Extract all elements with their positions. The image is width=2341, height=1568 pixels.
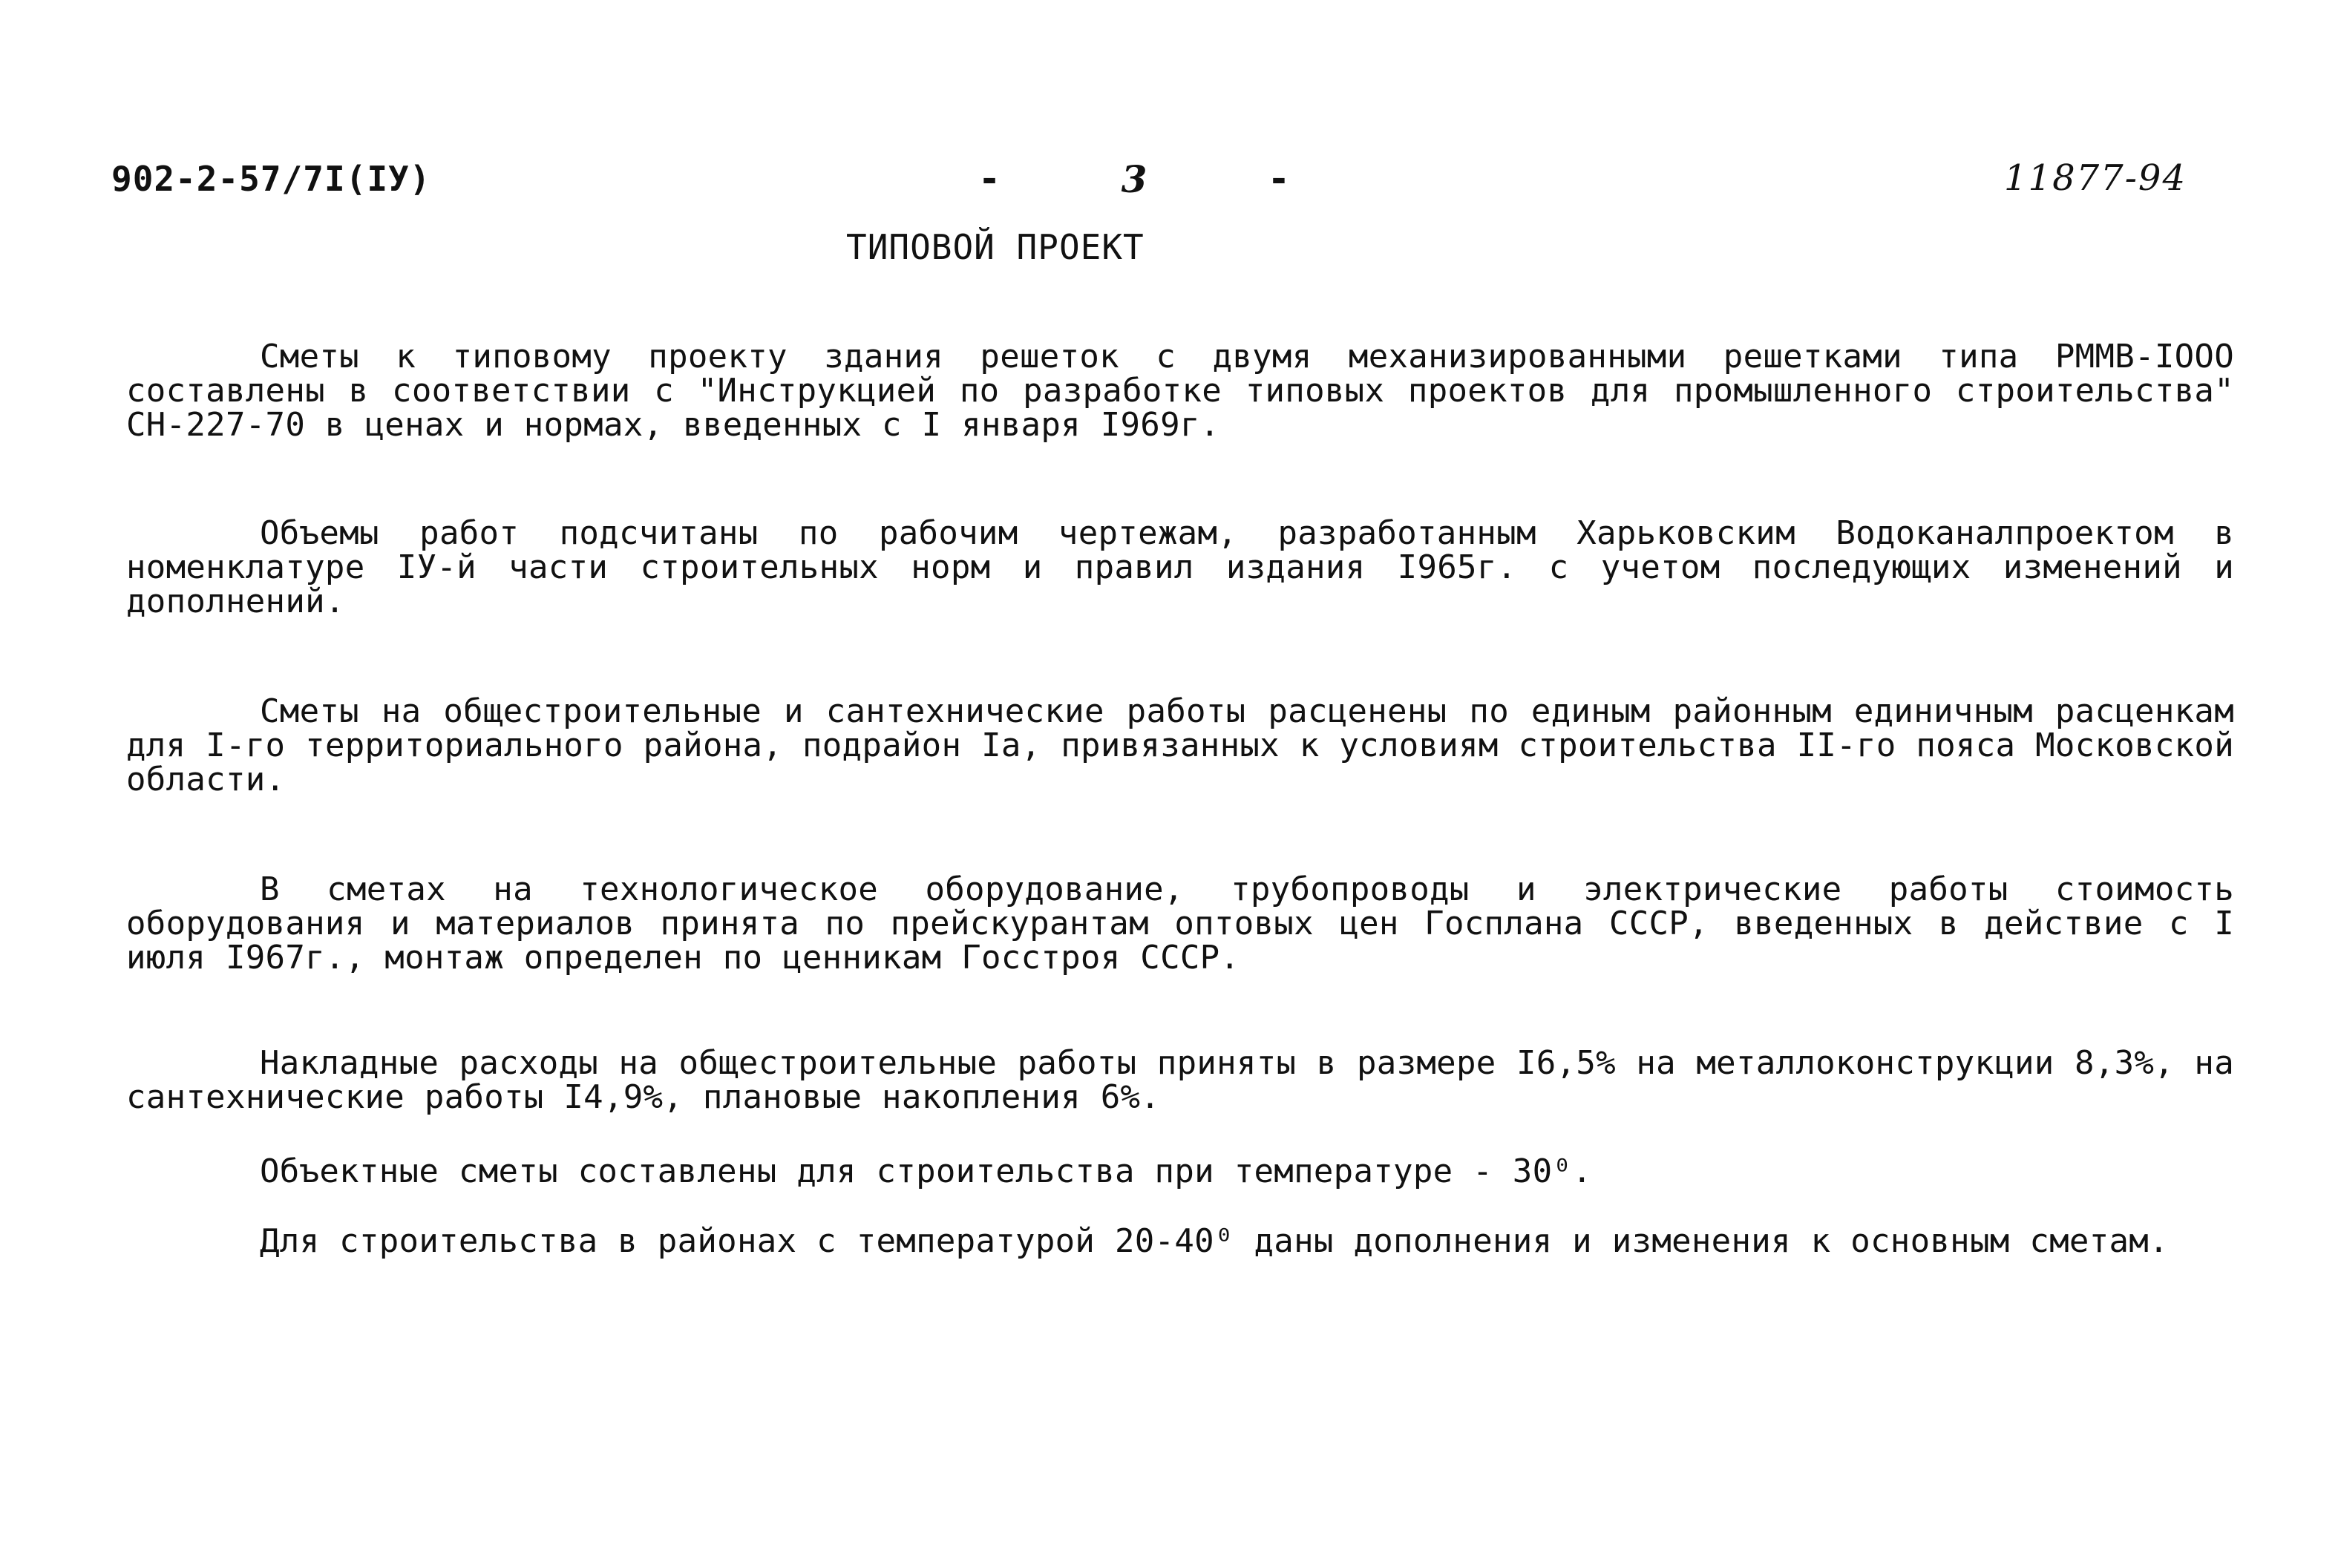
paragraph-estimates-basis: Сметы к типовому проекту здания решеток с двумя механизированными решетками типа РММВ-IOOO составлены в соответствии с "Инструкцией по разработке типовых проектов для промышленного строительства" СН-227-70 в ценах и нормах, введенных с I января I969г. [126,338,2234,444]
archive-number: 11877-94 [2004,157,2187,199]
page-number-block [978,157,1290,201]
document-code: 902-2-57/7I(IУ) [111,159,431,199]
paragraph-overheads: Накладные расходы на общестроительные работы приняты в размере I6,5% на металлоконструкции 8,3%, на сантехнические работы I4,9%, плановые накопления 6%. [126,1044,2234,1116]
page-dash-left: - [978,157,1001,200]
paragraph-temperature: Объектные сметы составлены для строительства при температуре - 30⁰. [260,1152,1592,1190]
paragraph-pricing: Сметы на общестроительные и сантехнические работы расценены по единым районным единичным расценкам для I-го территориального района, подрайон Iа, привязанных к условиям строительства II-го пояса Московской области. [126,692,2234,798]
paragraph-equipment-costs: В сметах на технологическое оборудование, трубопроводы и электрические работы стоимость оборудования и материалов принята по прейскурантам оптовых цен Госплана СССР, введенных в действие с I июля I967г., монтаж определен по ценникам Госстроя СССР. [126,870,2234,977]
page-number: 3 [1121,157,1147,201]
page-dash-right: - [1267,157,1290,200]
paragraph-additions: Для строительства в районах с температурой 20-40⁰ даны дополнения и изменения к основным сметам. [260,1222,2169,1260]
paragraph-work-volumes: Объемы работ подсчитаны по рабочим чертежам, разработанным Харьковским Водоканалпроектом в номенклатуре IУ-й части строительных норм и правил издания I965г. с учетом последующих изменений и дополнений. [126,514,2234,620]
document-title: ТИПОВОЙ ПРОЕКТ [846,227,1145,267]
